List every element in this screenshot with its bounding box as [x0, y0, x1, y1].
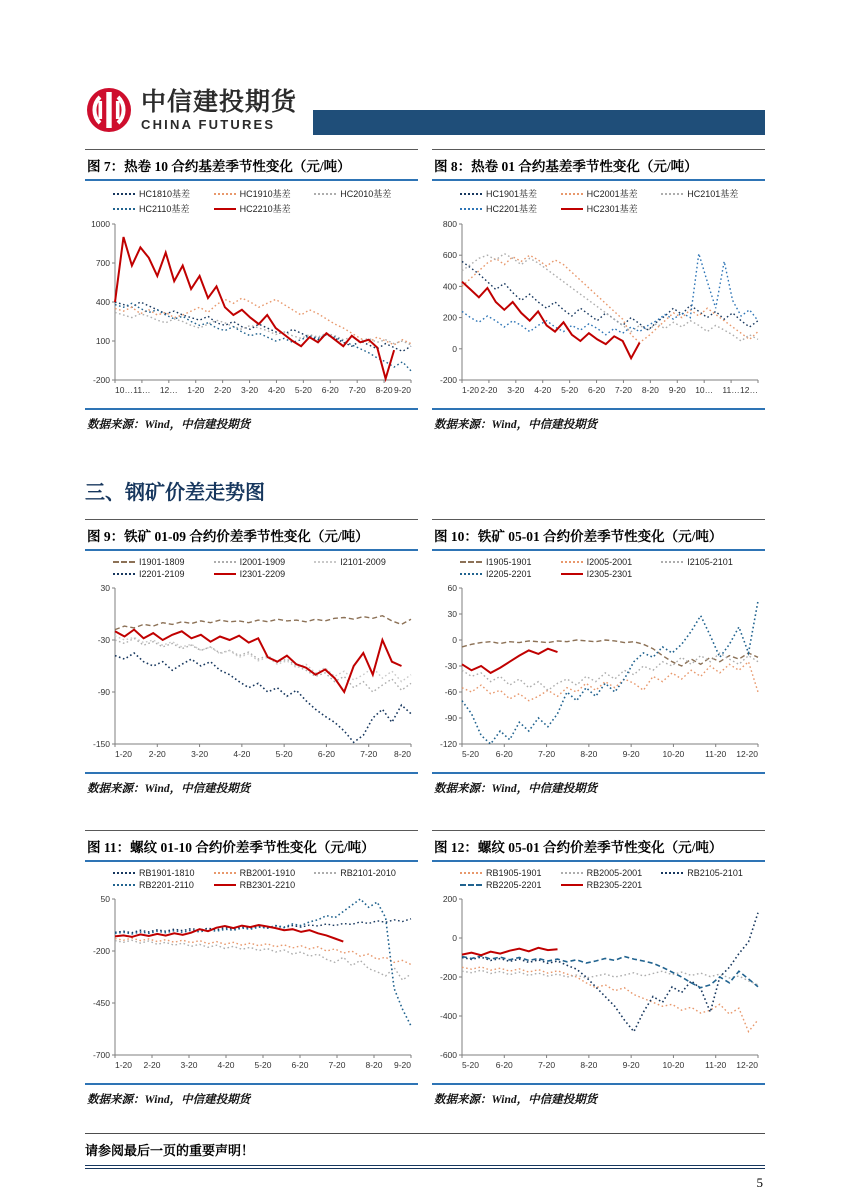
x-tick-label: 4-20 — [534, 385, 552, 395]
legend-line-swatch — [661, 561, 683, 563]
legend-label: HC2301基差 — [586, 204, 638, 214]
legend-label: RB2101-2010 — [340, 868, 396, 878]
chart-plot — [432, 219, 764, 397]
series-line — [462, 662, 758, 701]
figure-title: 图 10：铁矿 05-01 合约价差季节性变化（元/吨） — [432, 519, 765, 551]
series-line — [462, 254, 758, 341]
legend-label: HC2001基差 — [586, 189, 638, 199]
legend-label: HC1901基差 — [486, 189, 538, 199]
series-line — [462, 967, 758, 1032]
chart-legend — [113, 557, 418, 581]
legend-line-swatch — [561, 193, 583, 195]
legend-line-swatch — [460, 872, 482, 874]
figure-title: 图 8：热卷 01 合约基差季节性变化（元/吨） — [432, 149, 765, 181]
figure-row-3 — [85, 830, 765, 1107]
chart-legend — [460, 187, 765, 217]
x-tick-label: 2-20 — [143, 1060, 161, 1070]
x-tick-label: 7-20 — [538, 1060, 556, 1070]
legend-item — [460, 868, 561, 878]
series-line — [115, 303, 411, 371]
legend-line-swatch — [661, 872, 683, 874]
figure-row-1 — [85, 149, 765, 432]
legend-item — [561, 557, 662, 567]
series-line — [115, 940, 411, 980]
figure-9 — [85, 519, 418, 796]
legend-line-swatch — [113, 573, 135, 575]
axis-lines — [462, 224, 758, 380]
x-tick-label: 4-20 — [233, 749, 251, 759]
y-tick-label: 30 — [100, 583, 110, 593]
y-tick-label: 0 — [452, 933, 457, 943]
y-tick-label: -90 — [97, 687, 110, 697]
x-tick-label: 8-20 — [641, 385, 659, 395]
y-tick-label: -200 — [439, 972, 457, 982]
legend-line-swatch — [113, 884, 135, 886]
x-tick-label: 5-20 — [462, 1060, 480, 1070]
legend-item — [460, 880, 561, 890]
legend-line-swatch — [561, 872, 583, 874]
legend-item — [214, 868, 315, 878]
y-tick-label: -200 — [439, 375, 457, 385]
x-tick-label: 1-20 — [187, 385, 205, 395]
series-line — [115, 237, 394, 379]
legend-label: I2105-2101 — [687, 557, 733, 567]
legend-line-swatch — [460, 208, 482, 210]
x-tick-label: 11-20 — [705, 1060, 727, 1070]
y-tick-label: -600 — [439, 1050, 457, 1060]
x-tick-label: 10-20 — [662, 749, 685, 759]
x-tick-label: 9-20 — [393, 1060, 411, 1070]
legend-item — [214, 202, 315, 215]
y-tick-label: 400 — [95, 297, 110, 307]
legend-item — [661, 868, 762, 878]
x-tick-label: 3-20 — [191, 749, 209, 759]
x-tick-label: 4-20 — [267, 385, 285, 395]
x-tick-label: 12… — [740, 385, 758, 395]
y-tick-label: -60 — [444, 687, 457, 697]
series-line — [462, 653, 758, 690]
legend-line-swatch — [561, 561, 583, 563]
legend-line-swatch — [561, 884, 583, 886]
y-tick-label: -30 — [444, 661, 457, 671]
x-tick-label: 4-20 — [217, 1060, 235, 1070]
legend-item — [561, 202, 662, 215]
chart-plot — [85, 219, 417, 397]
x-tick-label: 10… — [695, 385, 714, 395]
y-tick-label: 1000 — [91, 219, 110, 229]
legend-line-swatch — [460, 193, 482, 195]
x-tick-label: 6-20 — [495, 1060, 513, 1070]
legend-item — [661, 187, 762, 200]
legend-line-swatch — [460, 884, 482, 886]
figure-7 — [85, 149, 418, 432]
footer-disclaimer-row — [85, 1140, 765, 1169]
y-tick-label: -700 — [92, 1050, 110, 1060]
brand-text — [141, 87, 298, 132]
legend-label: I2001-1909 — [239, 557, 286, 567]
legend-item — [113, 557, 214, 567]
y-tick-label: -200 — [92, 375, 110, 385]
legend-label: I2205-2201 — [486, 569, 532, 579]
legend-label: I1901-1809 — [139, 557, 185, 567]
y-tick-label: 200 — [442, 312, 457, 323]
chart-plot — [432, 583, 764, 761]
legend-label: I2005-2001 — [586, 557, 633, 567]
chart-plot — [85, 894, 417, 1072]
x-tick-label: 11… — [722, 385, 740, 395]
y-tick-label: 0 — [452, 343, 457, 354]
series-line — [462, 649, 558, 673]
x-tick-label: 10-20 — [662, 1060, 685, 1070]
legend-label: I2201-2109 — [139, 569, 185, 579]
x-tick-label: 8-20 — [365, 1060, 383, 1070]
x-tick-label: 6-20 — [588, 385, 606, 395]
legend-label: I2301-2209 — [239, 569, 286, 579]
x-tick-label: 9-20 — [668, 385, 686, 395]
figure-10 — [432, 519, 765, 796]
legend-item — [113, 868, 214, 878]
chart-legend — [460, 557, 765, 581]
disclaimer-text: 请参阅最后一页的重要声明！ — [85, 1143, 255, 1158]
legend-item — [460, 187, 561, 200]
y-tick-label: 50 — [100, 894, 110, 904]
legend-label: RB2301-2210 — [239, 880, 296, 890]
chart-legend — [113, 868, 418, 892]
x-tick-label: 12… — [159, 385, 178, 395]
data-source-note: 数据来源：Wind，中信建投期货 — [85, 772, 418, 796]
legend-label: HC2210基差 — [239, 204, 291, 214]
legend-line-swatch — [113, 561, 135, 563]
plot-area — [432, 583, 765, 766]
legend-line-swatch — [314, 561, 336, 563]
x-tick-label: 12-20 — [736, 1060, 758, 1070]
legend-line-swatch — [214, 208, 236, 210]
y-tick-label: 600 — [442, 250, 457, 261]
x-tick-label: 2-20 — [480, 385, 498, 395]
legend-line-swatch — [113, 208, 135, 210]
page-header — [85, 86, 765, 135]
legend-label: RB1901-1810 — [139, 868, 195, 878]
x-tick-label: 2-20 — [214, 385, 232, 395]
citic-circle-logo-icon — [85, 86, 133, 134]
y-tick-label: -450 — [92, 998, 110, 1008]
plot-area — [85, 894, 418, 1077]
page-footer — [85, 1133, 765, 1191]
x-tick-label: 11… — [133, 385, 151, 395]
x-tick-label: 1-20 — [115, 1060, 133, 1070]
data-source-note: 数据来源：Wind，中信建投期货 — [85, 408, 418, 432]
axis-lines — [115, 588, 411, 744]
series-line — [462, 956, 758, 988]
legend-line-swatch — [214, 561, 236, 563]
legend-item — [314, 187, 415, 200]
legend-line-swatch — [214, 573, 236, 575]
legend-item — [460, 569, 561, 579]
legend-line-swatch — [314, 872, 336, 874]
x-tick-label: 7-20 — [614, 385, 632, 395]
legend-item — [113, 569, 214, 579]
x-tick-label: 8-20 — [393, 749, 411, 759]
series-line — [462, 913, 758, 1032]
figure-title: 图 12：螺纹 05-01 合约价差季节性变化（元/吨） — [432, 830, 765, 862]
legend-label: RB2305-2201 — [586, 880, 643, 890]
legend-label: RB1905-1901 — [486, 868, 542, 878]
series-line — [462, 948, 558, 955]
legend-item — [113, 202, 214, 215]
section-title: 三、钢矿价差走势图 — [85, 482, 265, 504]
legend-label: HC2201基差 — [486, 204, 538, 214]
legend-label: RB2205-2201 — [486, 880, 542, 890]
plot-area — [432, 219, 765, 402]
series-line — [115, 938, 411, 964]
x-tick-label: 3-20 — [241, 385, 259, 395]
figure-title: 图 7：热卷 10 合约基差季节性变化（元/吨） — [85, 149, 418, 181]
legend-line-swatch — [113, 193, 135, 195]
x-tick-label: 8-20 — [580, 1060, 598, 1070]
plot-area — [85, 219, 418, 402]
x-tick-label: 2-20 — [148, 749, 166, 759]
legend-item — [661, 557, 762, 567]
legend-line-swatch — [314, 193, 336, 195]
series-line — [462, 255, 758, 342]
legend-item — [561, 569, 662, 579]
y-tick-label: 60 — [447, 583, 457, 593]
page-number: 5 — [756, 1175, 763, 1190]
figure-title: 图 11：螺纹 01-10 合约价差季节性变化（元/吨） — [85, 830, 418, 862]
x-tick-label: 6-20 — [317, 749, 335, 759]
legend-line-swatch — [460, 561, 482, 563]
figure-8 — [432, 149, 765, 432]
legend-label: RB2201-2110 — [139, 880, 194, 890]
axis-lines — [462, 588, 758, 744]
legend-label: HC1810基差 — [139, 189, 191, 199]
x-tick-label: 6-20 — [291, 1060, 309, 1070]
series-line — [462, 282, 640, 359]
x-tick-label: 6-20 — [495, 749, 513, 759]
legend-item — [561, 880, 662, 890]
data-source-note: 数据来源：Wind，中信建投期货 — [432, 1083, 765, 1107]
x-tick-label: 8-20 — [375, 385, 393, 395]
series-line — [115, 616, 411, 630]
series-line — [462, 261, 758, 330]
y-tick-label: 30 — [447, 609, 457, 619]
y-tick-label: 400 — [442, 281, 457, 292]
legend-line-swatch — [214, 872, 236, 874]
legend-item — [460, 202, 561, 215]
y-tick-label: -90 — [444, 713, 457, 723]
series-line — [115, 302, 411, 351]
legend-line-swatch — [561, 208, 583, 210]
legend-line-swatch — [561, 573, 583, 575]
x-tick-label: 6-20 — [321, 385, 339, 395]
x-tick-label: 12-20 — [736, 749, 758, 759]
legend-item — [460, 557, 561, 567]
figure-title: 图 9：铁矿 01-09 合约价差季节性变化（元/吨） — [85, 519, 418, 551]
legend-label: RB2001-1910 — [239, 868, 296, 878]
plot-area — [432, 894, 765, 1077]
x-tick-label: 1-20 — [462, 385, 480, 395]
legend-line-swatch — [661, 193, 683, 195]
legend-item — [561, 868, 662, 878]
legend-label: I1905-1901 — [486, 557, 532, 567]
legend-label: HC1910基差 — [239, 189, 291, 199]
y-tick-label: 700 — [95, 258, 110, 268]
figure-row-2 — [85, 519, 765, 796]
chart-plot — [432, 894, 764, 1072]
data-source-note: 数据来源：Wind，中信建投期货 — [85, 1083, 418, 1107]
legend-line-swatch — [460, 573, 482, 575]
series-line — [462, 601, 758, 744]
x-tick-label: 5-20 — [275, 749, 293, 759]
brand-name-en: CHINA FUTURES — [141, 116, 276, 132]
legend-item — [214, 187, 315, 200]
legend-line-swatch — [214, 884, 236, 886]
legend-item — [214, 557, 315, 567]
y-tick-label: -150 — [92, 739, 110, 749]
x-tick-label: 8-20 — [580, 749, 598, 759]
legend-label: RB2005-2001 — [586, 868, 643, 878]
y-tick-label: -30 — [97, 635, 110, 645]
x-tick-label: 9-20 — [393, 385, 411, 395]
legend-item — [214, 569, 315, 579]
series-line — [462, 254, 758, 335]
chart-legend — [460, 868, 765, 892]
legend-line-swatch — [214, 193, 236, 195]
brand-name-cn: 中信建投期货 — [141, 87, 298, 116]
chart-legend — [113, 187, 418, 217]
legend-item — [113, 880, 214, 890]
x-tick-label: 7-20 — [328, 1060, 346, 1070]
legend-item — [314, 557, 415, 567]
x-tick-label: 1-20 — [115, 749, 133, 759]
figure-11 — [85, 830, 418, 1107]
x-tick-label: 9-20 — [622, 1060, 640, 1070]
x-tick-label: 7-20 — [348, 385, 366, 395]
y-tick-label: -120 — [439, 739, 457, 749]
figure-12 — [432, 830, 765, 1107]
y-tick-label: -200 — [92, 946, 110, 956]
report-page — [85, 0, 765, 1191]
plot-area — [85, 583, 418, 766]
x-tick-label: 3-20 — [180, 1060, 198, 1070]
legend-item — [113, 187, 214, 200]
y-tick-label: 0 — [452, 635, 457, 645]
legend-label: I2101-2009 — [340, 557, 386, 567]
data-source-note: 数据来源：Wind，中信建投期货 — [432, 772, 765, 796]
company-logo — [85, 86, 297, 134]
x-tick-label: 11-20 — [705, 749, 727, 759]
chart-plot — [85, 583, 417, 761]
x-tick-label: 5-20 — [561, 385, 579, 395]
y-tick-label: 200 — [442, 894, 457, 904]
legend-label: HC2110基差 — [139, 204, 190, 214]
legend-label: HC2010基差 — [340, 189, 392, 199]
x-tick-label: 10… — [115, 385, 133, 395]
legend-label: RB2105-2101 — [687, 868, 743, 878]
x-tick-label: 3-20 — [507, 385, 525, 395]
legend-item — [314, 868, 415, 878]
legend-label: HC2101基差 — [687, 189, 739, 199]
axis-lines — [462, 899, 758, 1055]
legend-item — [561, 187, 662, 200]
y-tick-label: 100 — [95, 336, 110, 346]
legend-item — [214, 880, 315, 890]
y-tick-label: -400 — [439, 1011, 457, 1021]
x-tick-label: 9-20 — [622, 749, 640, 759]
series-line — [115, 899, 411, 1026]
y-tick-label: 800 — [442, 219, 457, 229]
x-tick-label: 5-20 — [462, 749, 480, 759]
series-line — [115, 653, 411, 742]
x-tick-label: 5-20 — [294, 385, 312, 395]
x-tick-label: 5-20 — [254, 1060, 272, 1070]
x-tick-label: 7-20 — [360, 749, 378, 759]
header-blue-bar — [313, 110, 765, 135]
legend-label: I2305-2301 — [586, 569, 633, 579]
axis-lines — [115, 224, 411, 380]
data-source-note: 数据来源：Wind，中信建投期货 — [432, 408, 765, 432]
x-tick-label: 7-20 — [538, 749, 556, 759]
legend-line-swatch — [113, 872, 135, 874]
